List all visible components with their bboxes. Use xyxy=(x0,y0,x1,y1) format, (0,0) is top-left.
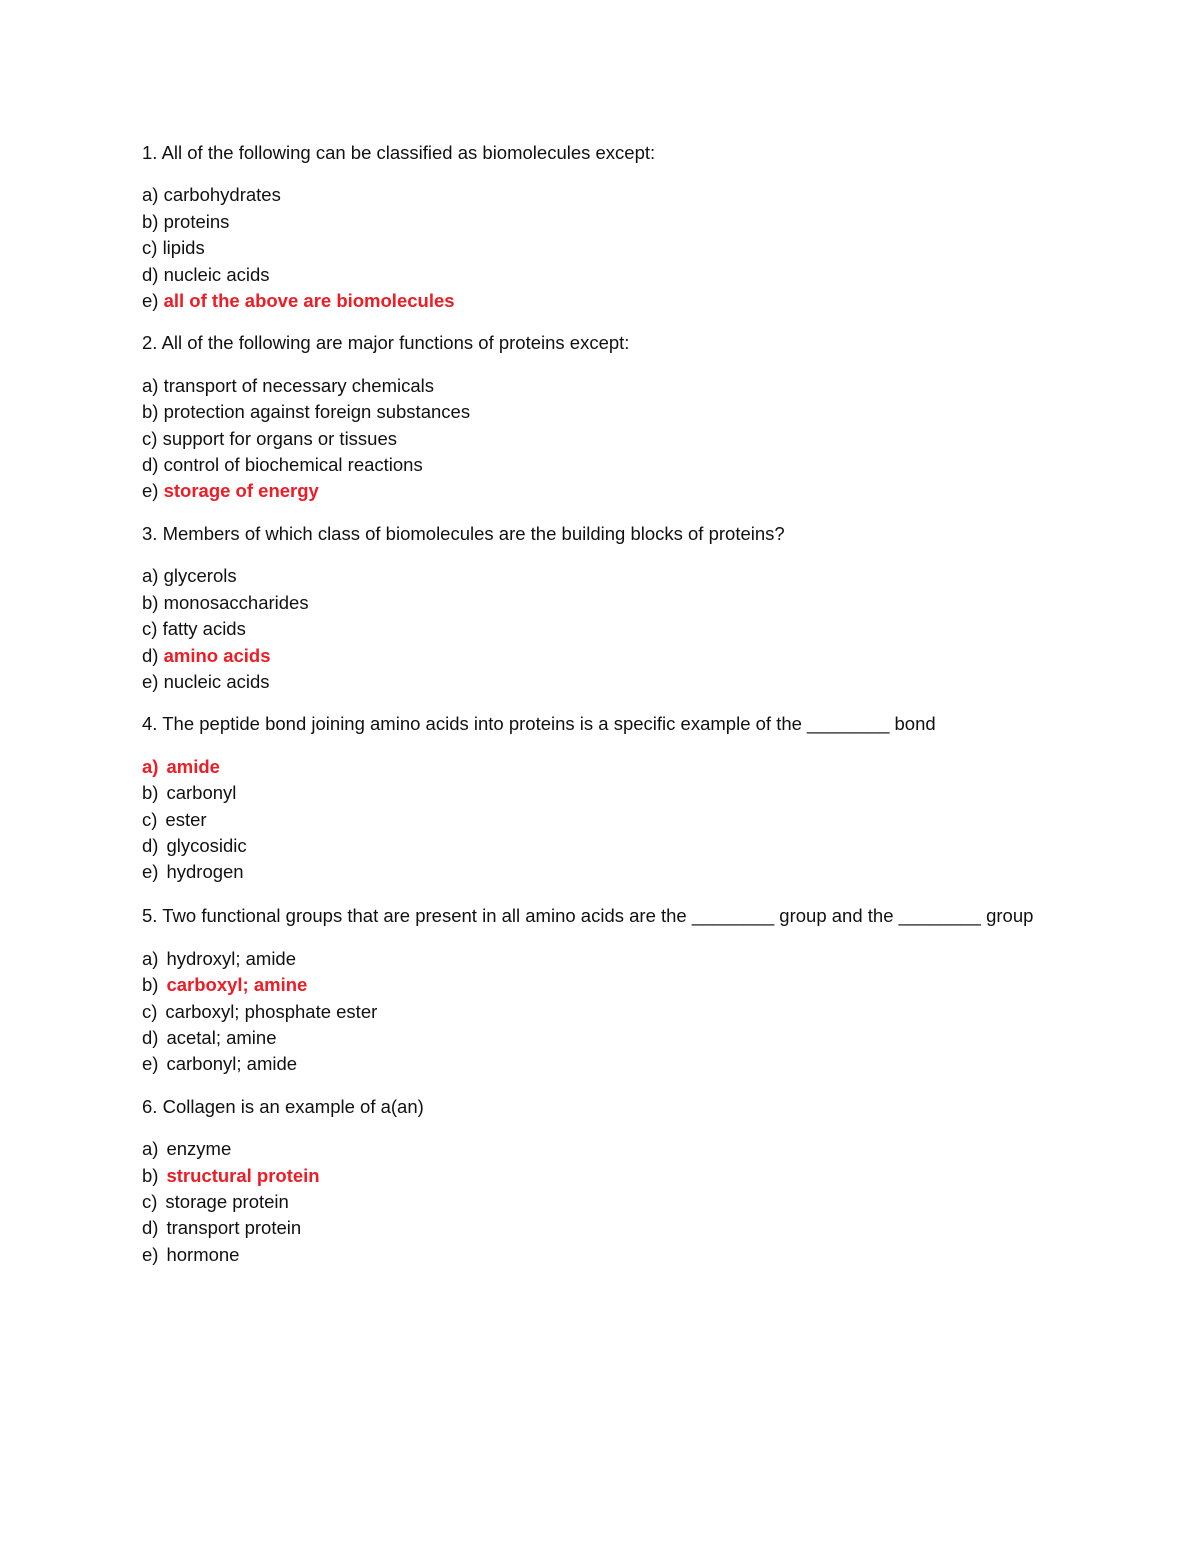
question-1 xyxy=(142,140,1052,314)
option-letter: b) xyxy=(142,591,159,613)
option-text: fatty acids xyxy=(162,618,246,640)
option-letter: b) xyxy=(142,782,159,804)
option-letter: c) xyxy=(142,427,158,449)
option-a xyxy=(142,563,1052,589)
option-e xyxy=(142,669,1052,695)
option-c xyxy=(142,999,1052,1025)
document-page xyxy=(142,140,1052,1284)
option-b xyxy=(142,590,1052,616)
option-letter: d) xyxy=(142,263,159,285)
option-text: carboxyl; phosphate ester xyxy=(165,1000,378,1022)
option-d xyxy=(142,452,1052,478)
option-letter: e) xyxy=(142,290,159,312)
option-text: hormone xyxy=(166,1243,240,1265)
option-list xyxy=(142,182,1052,314)
question-prompt: All of the following are major functions of proteins except: xyxy=(161,332,630,354)
option-list xyxy=(142,373,1052,505)
question-prompt: The peptide bond joining amino acids into proteins is a specific example of the ________ bond xyxy=(162,713,936,735)
option-c xyxy=(142,1189,1052,1215)
question-text xyxy=(142,902,1052,930)
option-text: acetal; amine xyxy=(166,1026,277,1048)
correct-answer-text: carboxyl; amine xyxy=(166,974,308,996)
option-c xyxy=(142,426,1052,452)
option-b xyxy=(142,972,1052,998)
option-text: storage protein xyxy=(165,1191,289,1212)
question-4 xyxy=(142,711,1052,885)
option-c xyxy=(142,807,1052,833)
correct-answer-text: structural protein xyxy=(166,1164,320,1186)
question-2 xyxy=(142,330,1052,504)
option-text: nucleic acids xyxy=(163,670,270,692)
option-a xyxy=(142,1136,1052,1162)
option-a xyxy=(142,754,1052,780)
option-e xyxy=(142,859,1052,885)
option-letter: c) xyxy=(142,618,158,640)
option-letter: e) xyxy=(142,861,159,883)
question-text xyxy=(142,330,1052,356)
option-text: carbohydrates xyxy=(163,184,281,206)
option-letter: d) xyxy=(142,1026,159,1048)
option-letter: a) xyxy=(142,565,159,587)
option-d xyxy=(142,1025,1052,1051)
option-text: monosaccharides xyxy=(163,591,309,613)
question-number: 1. xyxy=(142,142,158,163)
option-text: hydroxyl; amide xyxy=(166,947,297,969)
correct-answer-text: all of the above are biomolecules xyxy=(163,290,455,312)
option-text: transport of necessary chemicals xyxy=(163,374,435,396)
question-text xyxy=(142,1094,1052,1120)
option-c xyxy=(142,616,1052,642)
option-letter: e) xyxy=(142,1243,159,1265)
question-text xyxy=(142,521,1052,547)
option-text: lipids xyxy=(162,237,205,259)
option-text: proteins xyxy=(163,210,230,232)
option-b xyxy=(142,780,1052,806)
option-d xyxy=(142,833,1052,859)
question-prompt: Two functional groups that are present in all amino acids are the ________ group and the ________ group xyxy=(162,904,1034,926)
option-c xyxy=(142,235,1052,261)
option-letter: c) xyxy=(142,237,158,259)
option-letter: b) xyxy=(142,974,159,996)
option-text: nucleic acids xyxy=(163,263,270,285)
option-text: support for organs or tissues xyxy=(162,427,398,449)
question-number: 4. xyxy=(142,713,158,735)
option-e xyxy=(142,288,1052,314)
option-d xyxy=(142,643,1052,669)
option-b xyxy=(142,1163,1052,1189)
question-prompt: Members of which class of biomolecules are the building blocks of proteins? xyxy=(162,522,785,544)
option-text: hydrogen xyxy=(166,861,244,883)
option-list xyxy=(142,1136,1052,1268)
question-prompt: Collagen is an example of a(an) xyxy=(162,1095,424,1117)
option-text: carbonyl; amide xyxy=(166,1053,298,1075)
option-letter: a) xyxy=(142,1138,159,1160)
option-text: enzyme xyxy=(166,1138,232,1160)
option-letter: b) xyxy=(142,1164,159,1186)
option-e xyxy=(142,478,1052,504)
option-letter: d) xyxy=(142,834,159,856)
correct-answer-text: amino acids xyxy=(163,644,271,666)
option-b xyxy=(142,399,1052,425)
option-letter: c) xyxy=(142,1191,158,1212)
option-letter: e) xyxy=(142,480,159,502)
option-text: transport protein xyxy=(166,1217,302,1239)
option-text: control of biochemical reactions xyxy=(163,454,423,476)
option-letter: c) xyxy=(142,1000,158,1022)
option-letter: a) xyxy=(142,374,159,396)
question-text xyxy=(142,140,1052,166)
option-text: glycosidic xyxy=(166,834,247,856)
option-a xyxy=(142,373,1052,399)
option-list xyxy=(142,946,1052,1078)
option-letter: c) xyxy=(142,808,158,830)
option-b xyxy=(142,209,1052,235)
option-letter: a) xyxy=(142,947,159,969)
correct-answer-text: amide xyxy=(166,755,220,777)
option-letter: e) xyxy=(142,670,159,692)
option-letter: a) xyxy=(142,184,159,206)
option-d xyxy=(142,262,1052,288)
question-6 xyxy=(142,1094,1052,1268)
question-5 xyxy=(142,902,1052,1078)
option-letter: e) xyxy=(142,1053,159,1075)
option-list xyxy=(142,754,1052,886)
option-a xyxy=(142,182,1052,208)
option-letter: b) xyxy=(142,210,159,232)
option-text: ester xyxy=(165,808,207,830)
option-a xyxy=(142,946,1052,972)
option-e xyxy=(142,1242,1052,1268)
question-text xyxy=(142,711,1052,737)
question-3 xyxy=(142,521,1052,695)
option-e xyxy=(142,1051,1052,1077)
option-text: glycerols xyxy=(163,565,237,587)
question-prompt: All of the following can be classified as biomolecules except: xyxy=(161,142,656,163)
option-letter: d) xyxy=(142,454,159,476)
question-number: 2. xyxy=(142,332,158,354)
option-list xyxy=(142,563,1052,695)
question-number: 6. xyxy=(142,1095,158,1117)
option-text: carbonyl xyxy=(166,782,237,804)
correct-answer-text: storage of energy xyxy=(163,480,319,502)
option-text: protection against foreign substances xyxy=(163,401,471,423)
question-number: 3. xyxy=(142,522,158,544)
option-letter: b) xyxy=(142,401,159,423)
option-d xyxy=(142,1215,1052,1241)
option-letter: a) xyxy=(142,755,159,777)
option-letter: d) xyxy=(142,644,159,666)
question-number: 5. xyxy=(142,904,158,926)
option-letter: d) xyxy=(142,1217,159,1239)
